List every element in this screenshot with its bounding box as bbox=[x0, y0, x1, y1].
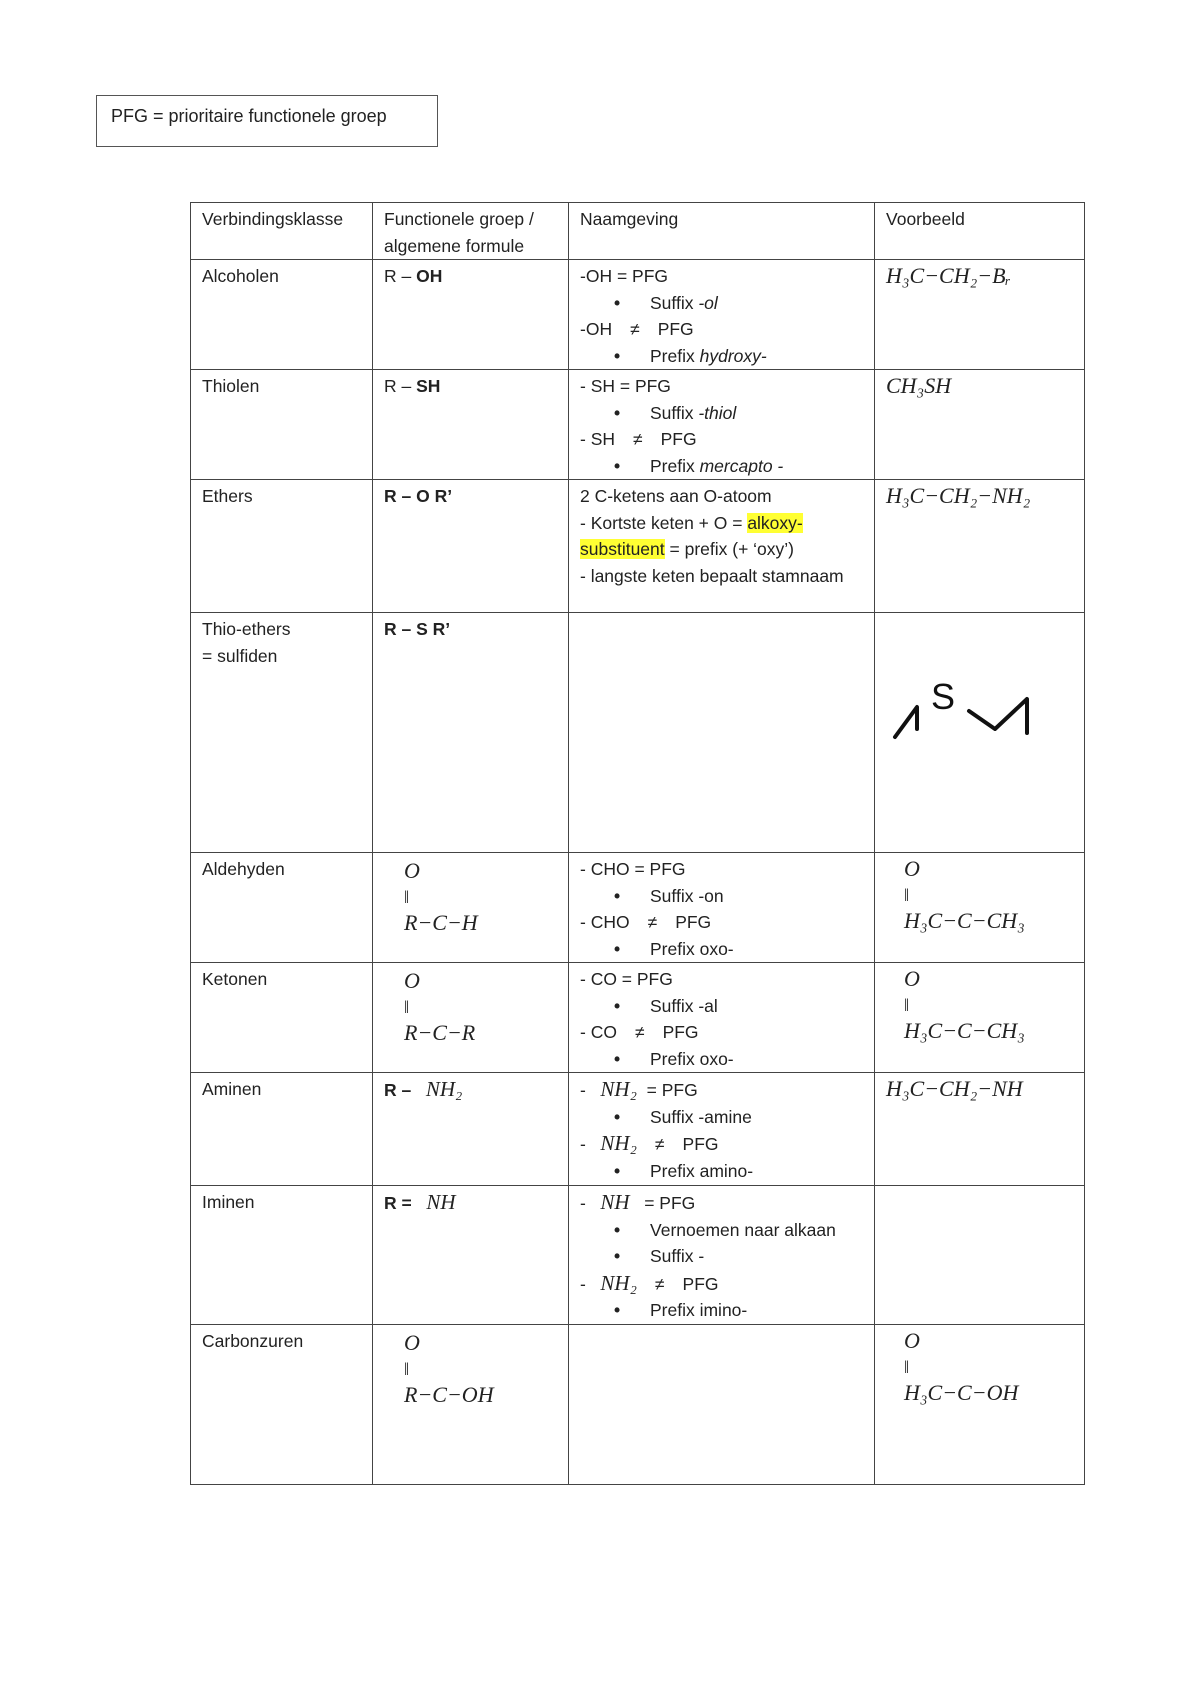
voorbeeld-cell bbox=[875, 1073, 1085, 1186]
voorbeeld-cell bbox=[875, 260, 1085, 370]
highlight: alkoxy- bbox=[747, 512, 803, 533]
naam-bullet: • Suffix - bbox=[580, 1243, 866, 1270]
naam-line: - Kortste keten + O = alkoxy- substituent = prefix (+ ‘oxy’) bbox=[580, 512, 803, 559]
naam-line: 2 C-ketens aan O-atoom bbox=[580, 486, 772, 506]
handwritten-skeletal-structure bbox=[887, 675, 1047, 755]
naam-bullet: • Prefix amino- bbox=[580, 1158, 866, 1185]
naam-line: -OH = PFG bbox=[580, 266, 668, 286]
table-row bbox=[191, 1073, 1085, 1186]
structural-formula: O ‖ R−C−R bbox=[404, 968, 476, 1045]
naam-line: - NH = PFG bbox=[580, 1190, 696, 1214]
klasse-cell: Aminen bbox=[191, 1073, 373, 1186]
voorbeeld-formula: H₃C−CH₂−Bᵣ bbox=[886, 263, 1011, 288]
naam-line: - SH ≠ PFG bbox=[580, 429, 697, 449]
naamgeving-cell bbox=[569, 260, 875, 370]
structural-formula: O ‖ R−C−H bbox=[404, 858, 478, 935]
naam-bullet: • Suffix -ol bbox=[580, 290, 866, 317]
legend-box bbox=[96, 95, 438, 147]
groep-cell: R – OH bbox=[373, 260, 569, 370]
voorbeeld-formula: H₃C−CH₂−NH bbox=[886, 1076, 1023, 1101]
legend-text: PFG = prioritaire functionele groep bbox=[111, 106, 387, 126]
table-row bbox=[191, 963, 1085, 1073]
naamgeving-cell bbox=[569, 963, 875, 1073]
naam-line: - langste keten bepaalt stamnaam bbox=[580, 565, 844, 586]
groep-cell bbox=[373, 853, 569, 963]
voorbeeld-formula: O ‖ H₃C−C−CH₃ bbox=[904, 966, 1025, 1043]
header-row bbox=[191, 203, 1085, 260]
header-cell: Verbindingsklasse bbox=[191, 203, 373, 260]
table-row bbox=[191, 260, 1085, 370]
functional-groups-table bbox=[190, 202, 1085, 1485]
naam-bullet: • Suffix -amine bbox=[580, 1104, 866, 1131]
naam-bullet: • Suffix -al bbox=[580, 993, 866, 1020]
voorbeeld-cell bbox=[875, 480, 1085, 613]
voorbeeld-cell bbox=[875, 1186, 1085, 1325]
structural-formula: O ‖ R−C−OH bbox=[404, 1329, 494, 1407]
voorbeeld-cell bbox=[875, 1324, 1085, 1484]
naam-bullet: • Prefix mercapto - bbox=[580, 453, 866, 480]
klasse-cell: Iminen bbox=[191, 1186, 373, 1325]
voorbeeld-formula: H₃C−CH₂−NH₂ bbox=[886, 483, 1031, 508]
klasse-cell: Carbonzuren bbox=[191, 1324, 373, 1484]
klasse-cell: Thio-ethers = sulfiden bbox=[191, 613, 373, 853]
groep-cell bbox=[373, 963, 569, 1073]
klasse-cell: Thiolen bbox=[191, 370, 373, 480]
table-row bbox=[191, 1186, 1085, 1325]
naamgeving-cell bbox=[569, 613, 875, 853]
naamgeving-cell bbox=[569, 1073, 875, 1186]
klasse-cell: Alcoholen bbox=[191, 260, 373, 370]
naam-line: - NH₂ ≠ PFG bbox=[580, 1131, 719, 1155]
naamgeving-cell bbox=[569, 1324, 875, 1484]
klasse-cell: Aldehyden bbox=[191, 853, 373, 963]
highlight: substituent bbox=[580, 539, 665, 559]
voorbeeld-cell bbox=[875, 370, 1085, 480]
header-cell: Naamgeving bbox=[569, 203, 875, 260]
voorbeeld-formula: CH₃SH bbox=[886, 373, 952, 398]
naam-bullet: • Prefix oxo- bbox=[580, 1046, 866, 1073]
voorbeeld-cell bbox=[875, 613, 1085, 853]
table-row bbox=[191, 480, 1085, 613]
naam-line: - NH₂ ≠ PFG bbox=[580, 1270, 719, 1295]
naam-bullet: • Prefix hydroxy- bbox=[580, 343, 866, 370]
table-row bbox=[191, 613, 1085, 853]
voorbeeld-formula: O ‖ H₃C−C−CH₃ bbox=[904, 856, 1025, 933]
table-row bbox=[191, 853, 1085, 963]
naamgeving-cell bbox=[569, 1186, 875, 1325]
table-row bbox=[191, 1324, 1085, 1484]
naam-bullet: • Prefix imino- bbox=[580, 1297, 866, 1324]
klasse-cell: Ketonen bbox=[191, 963, 373, 1073]
voorbeeld-cell bbox=[875, 853, 1085, 963]
naam-line: - CO ≠ PFG bbox=[580, 1022, 699, 1042]
naamgeving-cell bbox=[569, 853, 875, 963]
naam-line: - CHO ≠ PFG bbox=[580, 912, 712, 932]
naam-line: - CO = PFG bbox=[580, 969, 673, 989]
voorbeeld-cell bbox=[875, 963, 1085, 1073]
voorbeeld-formula: O ‖ H₃C−C−OH bbox=[904, 1327, 1019, 1405]
naam-bullet: • Suffix -on bbox=[580, 883, 866, 910]
naam-line: -OH ≠ PFG bbox=[580, 319, 694, 339]
header-cell: Functionele groep / algemene formule bbox=[373, 203, 569, 260]
groep-cell: R – NH₂ bbox=[373, 1073, 569, 1186]
groep-cell: R – SH bbox=[373, 370, 569, 480]
naam-bullet: • Suffix -thiol bbox=[580, 400, 866, 427]
groep-cell: R – O R’ bbox=[373, 480, 569, 613]
sulfur-label: S bbox=[931, 676, 956, 717]
klasse-cell: Ethers bbox=[191, 480, 373, 613]
naam-line: - SH = PFG bbox=[580, 376, 671, 396]
naam-bullet: • Vernoemen naar alkaan bbox=[580, 1217, 866, 1244]
groep-cell: R = NH bbox=[373, 1186, 569, 1325]
header-cell: Voorbeeld bbox=[875, 203, 1085, 260]
table-row bbox=[191, 370, 1085, 480]
naamgeving-cell bbox=[569, 370, 875, 480]
naamgeving-cell bbox=[569, 480, 875, 613]
naam-line: - CHO = PFG bbox=[580, 859, 686, 879]
naam-bullet: • Prefix oxo- bbox=[580, 936, 866, 963]
naam-line: - NH₂ = PFG bbox=[580, 1077, 698, 1101]
groep-cell: R – S R’ bbox=[373, 613, 569, 853]
groep-cell bbox=[373, 1324, 569, 1484]
